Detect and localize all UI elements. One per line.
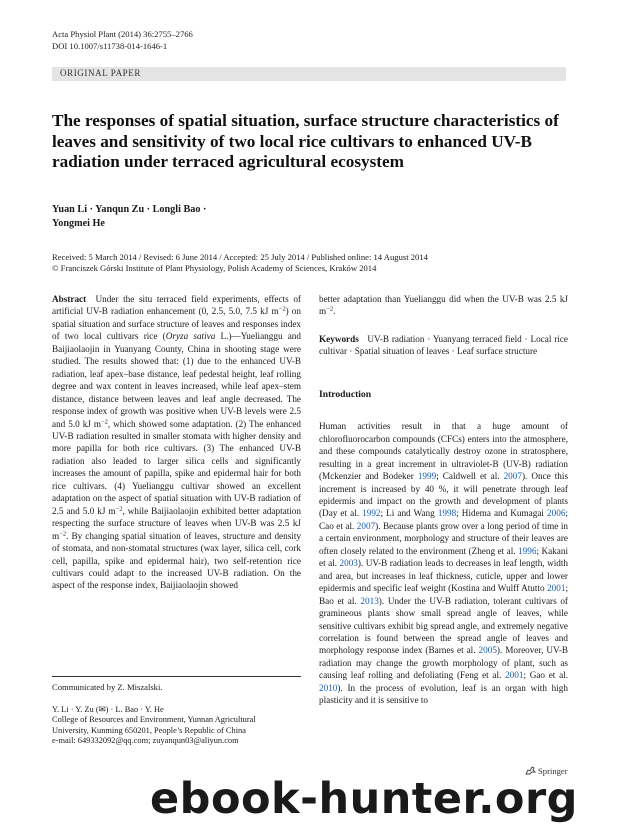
citation-link[interactable]: 1999 xyxy=(417,471,437,482)
abstract-continuation xyxy=(319,293,568,318)
keywords xyxy=(319,333,568,358)
introduction-heading: Introduction xyxy=(319,388,372,400)
body-text: ). Because plants grow over a long period of time in a certain environment, morphology and structure of their leaves are often closely related to the environment (Zheng et al. xyxy=(319,520,568,556)
keywords-label: Keywords xyxy=(319,333,359,344)
citation-link[interactable]: 2007 xyxy=(356,520,376,531)
unit-exponent: −2 xyxy=(278,305,286,313)
abstract-text: . By changing spatial situation of leaves, structure and density of stomata, and non-stomatal structures (wax layer, silica cell, cork cell, papilla, spike and epidermal hair), two self-retention rice cultivars could adapt to the increased UV-B radiation. On the aspect of the response index, Baijiaolaojin showed xyxy=(52,530,301,591)
affiliation-authors: Y. Li · Y. Zu (✉) · L. Bao · Y. He xyxy=(52,705,164,714)
history-line: Received: 5 March 2014 / Revised: 6 June 2014 / Accepted: 25 July 2014 / Published online: 14 August 2014 xyxy=(52,252,428,262)
citation-link[interactable]: 2013 xyxy=(360,595,379,606)
affiliation-email[interactable]: e-mail: 649332092@qq.com; zuyanqun03@aliyun.com xyxy=(52,736,239,746)
abstract xyxy=(52,293,301,592)
publisher-name: Springer xyxy=(538,766,568,776)
body-text: ; Kakani et al. xyxy=(319,545,568,569)
doi[interactable]: DOI 10.1007/s11738-014-1646-1 xyxy=(52,40,168,51)
author-line-2: Yongmei He xyxy=(52,218,105,229)
body-text: ; Caldwell et al. xyxy=(436,471,504,482)
body-text: ; Li and Wang xyxy=(380,508,438,519)
citation-link[interactable]: 2001 xyxy=(547,583,566,594)
citation-link[interactable]: 1998 xyxy=(437,508,457,519)
abstract-text: L.)—Yuelianggu and Baijiaolaojin in Yuanyang County, China in shooting stage were studied. The results showed that: (1) due to the enhanced UV-B radiation, leaf apex–base distance, leaf pedestal height, leaf rolling degree and wax content in leaves increased, while leaf apex–stem distance, distance between leaves and leaf angle decreased. The response index of growth was positive when UV-B levels were 2.5 and 5.0 kJ m xyxy=(52,331,301,429)
section-label: ORIGINAL PAPER xyxy=(60,68,141,78)
section-band xyxy=(52,67,566,81)
unit-exponent: −2 xyxy=(115,505,123,513)
abstract-label: Abstract xyxy=(52,294,87,304)
footnote-rule xyxy=(52,676,301,677)
journal-citation: Acta Physiol Plant (2014) 36:2755–2766 xyxy=(52,29,193,39)
body-text: ). Under the UV-B radiation, tolerant cultivars of gramineous plants show small spread angle of leaves, while sensitive cultivars exhibit big spread angle, and extremely negative correlation is found between the spread angle of leaves and morphology response index (Barnes et al. xyxy=(319,595,568,656)
body-text: ). In the process of evolution, leaf is an organ with high plasticity and it is sensitive to xyxy=(319,682,568,706)
body-text: ). Moreover, UV-B radiation may change the growth morphology of plant, such as causing leaf rolling and defoliating (Feng et al. xyxy=(319,645,569,681)
article-title: The responses of spatial situation, surface structure characteristics of leaves and sensitivity of two local rice cultivars to enhanced UV-B radiation under terraced agricultural ecosystem xyxy=(52,111,559,172)
citation-link[interactable]: 2010 xyxy=(319,682,338,693)
right-column xyxy=(319,293,568,707)
species-name: Oryza sativa xyxy=(165,331,216,342)
watermark: ebook-hunter.org xyxy=(150,774,578,824)
citation-link[interactable]: 2006 xyxy=(547,508,566,519)
author-line-1: Yuan Li · Yanqun Zu · Longli Bao · xyxy=(52,204,207,215)
abstract-text: Under the situ terraced field experiments, effects of artificial UV-B radiation enhancement (0, 2.5, 5.0, 7.5 kJ m xyxy=(52,294,301,317)
journal-meta xyxy=(52,29,193,52)
body-text: ). UV-B radiation leads to decreases in leaf length, width and area, but increases in leaf thickness, cuticle, upper and lower epidermis and specific leaf weight (Kostina and Wulff Atutto xyxy=(319,558,568,594)
affiliation-college: College of Resources and Environment, Yunnan Agricultural xyxy=(52,715,256,725)
affiliation-footnote xyxy=(52,705,301,747)
citation-link[interactable]: 1996 xyxy=(518,545,537,556)
citation-link[interactable]: 2005 xyxy=(478,645,497,656)
affiliation-university: University, Kunming 650201, People’s Republic of China xyxy=(52,725,246,735)
body-text: ; Cao et al. xyxy=(319,508,568,531)
body-text: ; Gao et al. xyxy=(523,670,569,681)
citation-link[interactable]: 2007 xyxy=(503,471,522,482)
citation-link[interactable]: 2003 xyxy=(339,558,358,569)
abstract-text: . xyxy=(333,306,336,317)
unit-exponent: −2 xyxy=(100,418,108,426)
communicated-by: Communicated by Z. Miszalski. xyxy=(52,682,163,692)
body-text: Human activities result in that a huge amount of chlorofluorocarbon compounds (CFCs) enters into the atmosphere, and these compounds catalytically destroy ozone in stratosphere, resulting in a great increment in ultraviolet-B (UV-B) radiation (Mckenzier and Bodeker xyxy=(319,421,568,482)
unit-exponent: −2 xyxy=(59,530,67,538)
publication-dates xyxy=(52,252,572,275)
body-text: ; Hidema and Kumagai xyxy=(456,508,548,519)
abstract-text: better adaptation than Yuelianggu did when the UV-B was 2.5 kJ m xyxy=(319,294,568,317)
abstract-text: , while Baijiaolaojin exhibited better adaptation respecting the surface structure of leaves when UV-B was 2.5 kJ m xyxy=(52,505,301,541)
copyright-line: © Franciszek Górski Institute of Plant Physiology, Polish Academy of Sciences, Kraków 2014 xyxy=(52,263,377,274)
body-text: ; Bao et al. xyxy=(319,583,568,606)
body-text: ). Once this increment is increased by 40 %, it will penetrate through leaf epidermis and impact on the growth and development of plants (Day et al. xyxy=(319,471,569,519)
citation-link[interactable]: 1992 xyxy=(362,508,381,519)
unit-exponent: −2 xyxy=(326,305,334,313)
abstract-text: , which showed some adaptation. (2) The enhanced UV-B radiation resulted in smaller stomata with higher density and more papilla for both rice cultivars. (3) The enhanced UV-B radiation also leaded to larger silica cells and significantly increases the amount of papilla, spike and epidermal hair for both rice cultivars. (4) Yuelianggu cultivar showed an excellent adaptation on the aspect of spatial situation with UV-B radiation of 2.5 and 5.0 kJ m xyxy=(52,418,301,516)
keywords-text: UV-B radiation · Yuanyang terraced field · Local rice cultivar · Spatial situation of leaves · Leaf surface structure xyxy=(319,333,568,357)
citation-link[interactable]: 2001 xyxy=(505,670,524,681)
abstract-text: ) on spatial situation and surface structure of leaves and responses index of two local cultivars rice ( xyxy=(52,306,301,342)
introduction-text xyxy=(319,420,568,706)
author-list xyxy=(52,203,352,231)
